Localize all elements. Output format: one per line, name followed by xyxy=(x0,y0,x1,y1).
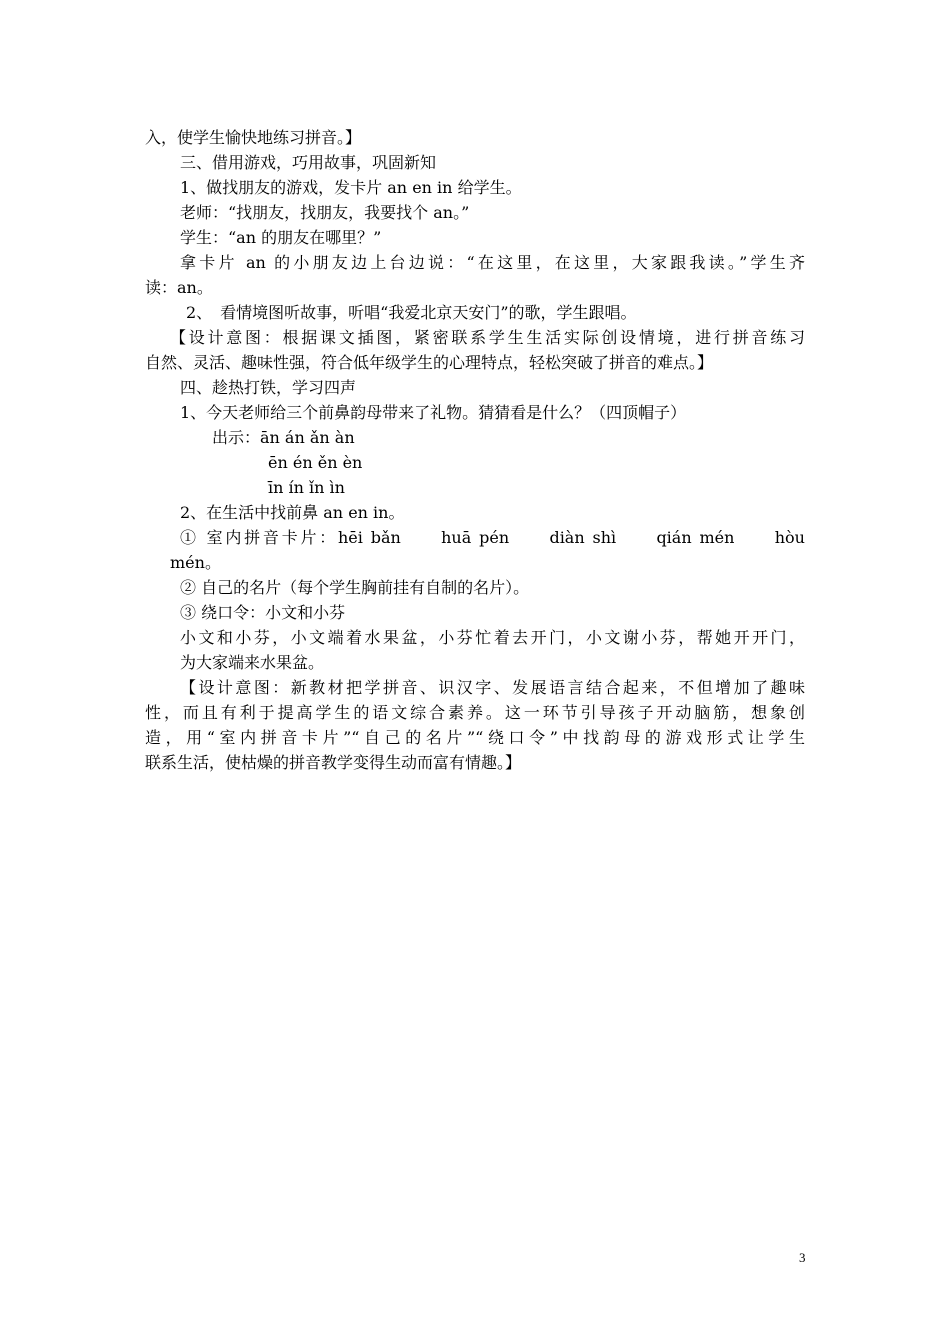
text-line: 拿卡片 an 的小朋友边上台边说：“在这里，在这里，大家跟我读。”学生齐 xyxy=(180,253,805,272)
section-heading: 三、借用游戏，巧用故事，巩固新知 xyxy=(180,153,437,172)
design-intent-note: 造，用“室内拼音卡片”“自己的名片”“绕口令”中找韵母的游戏形式让学生 xyxy=(145,728,805,747)
text-line: 为大家端来水果盆。 xyxy=(180,653,325,672)
pinyin-tones-in: īn ín ǐn ìn xyxy=(268,478,345,497)
text-line: mén。 xyxy=(170,553,221,572)
text-line: 2、 看情境图听故事，听唱“我爱北京天安门”的歌，学生跟唱。 xyxy=(186,303,637,322)
text-line: 2、在生活中找前鼻 an en in。 xyxy=(180,503,405,522)
text-line: 1、做找朋友的游戏，发卡片 an en in 给学生。 xyxy=(180,178,522,197)
pinyin-tones-en: ēn én ěn èn xyxy=(268,453,363,472)
page-number: 3 xyxy=(799,1250,806,1265)
text-line: ③ 绕口令：小文和小芬 xyxy=(180,603,346,622)
text-line: 老师：“找朋友，找朋友，我要找个 an。” xyxy=(180,203,470,222)
design-intent-note: 【设计意图：根据课文插图，紧密联系学生生活实际创设情境，进行拼音练习 xyxy=(170,328,805,347)
text-line: ① 室内拼音卡片：hēi bǎn huā pén diàn shì qián mén hòu xyxy=(180,528,805,547)
design-intent-note: 自然、灵活、趣味性强，符合低年级学生的心理特点，轻松突破了拼音的难点。】 xyxy=(145,353,714,372)
design-intent-note: 【设计意图：新教材把学拼音、识汉字、发展语言结合起来，不但增加了趣味 xyxy=(180,678,805,697)
text-line: 1、今天老师给三个前鼻韵母带来了礼物。猜猜看是什么？（四顶帽子） xyxy=(180,403,687,422)
section-heading: 四、趁热打铁，学习四声 xyxy=(180,378,357,397)
text-line: 小文和小芬，小文端着水果盆，小芬忙着去开门，小文谢小芬，帮她开开门， xyxy=(180,628,805,647)
text-line: 入，使学生愉快地练习拼音。】 xyxy=(145,128,362,147)
text-line: 读：an。 xyxy=(145,278,213,297)
text-line: ② 自己的名片（每个学生胸前挂有自制的名片）。 xyxy=(180,578,530,597)
pinyin-tones-an: 出示：ān án ǎn àn xyxy=(212,428,355,447)
text-line: 学生：“an 的朋友在哪里？” xyxy=(180,228,382,247)
design-intent-note: 性，而且有利于提高学生的语文综合素养。这一环节引导孩子开动脑筋，想象创 xyxy=(145,703,805,722)
design-intent-note: 联系生活，使枯燥的拼音教学变得生动而富有情趣。】 xyxy=(145,753,522,772)
